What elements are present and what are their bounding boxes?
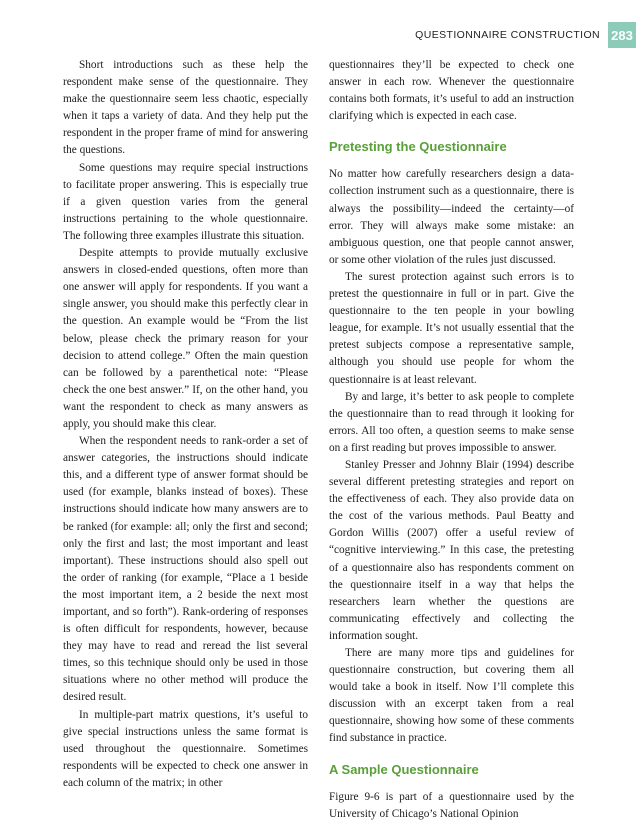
body-paragraph: Figure 9-6 is part of a questionnaire used by the University of Chicago’s National Opinion xyxy=(329,790,574,820)
body-paragraph: There are many more tips and guidelines for questionnaire construction, but covering them all would take a book in itself. Now I’ll complete this discussion with an excerpt taken from a real questionnaire, showing how some of these comments find substance in practice. xyxy=(329,647,574,745)
section-heading-pretesting: Pretesting the Questionnaire xyxy=(329,139,507,155)
continued-paragraph: questionnaires they’ll be expected to check one answer in each row. Whenever the questionnaire contains both formats, it’s useful to add an instruction clarifying which is expected in each case. xyxy=(329,59,574,123)
running-head: QUESTIONNAIRE CONSTRUCTION xyxy=(415,29,600,41)
page-number: 283 xyxy=(608,22,636,48)
section-heading-sample-questionnaire: A Sample Questionnaire xyxy=(329,761,479,777)
body-paragraph: Some questions may require special instructions to facilitate proper answering. This is especially true if a given question varies from the general instructions pertaining to the whole questionnaire. The following three examples illustrate this situation. xyxy=(63,161,308,242)
body-paragraph: Short introductions such as these help the respondent make sense of the questionnaire. They make the questionnaire seem less chaotic, especially when it taps a variety of data. And they help put the respondent in the proper frame of mind for answering the questions. xyxy=(63,59,308,157)
body-paragraph: No matter how carefully researchers design a data-collection instrument such as a questionnaire, there is always the possibility—indeed the certainty—of error. They will always make some mistake: an ambiguous question, one that people cannot answer, or some other violation of the rules just discussed. xyxy=(329,168,574,266)
body-paragraph: The surest protection against such errors is to pretest the questionnaire in full or in part. Give the questionnaire to the ten people in your bowling league, for example. It’s not usually essential that the pretest subjects compose a representative sample, although you should use people for whom the questionnaire is at least relevant. xyxy=(329,270,574,386)
right-column xyxy=(329,57,574,823)
body-paragraph: By and large, it’s better to ask people to complete the questionnaire than to read through it looking for errors. All too often, a question seems to make sense on a first reading but proves impossible to answer. xyxy=(329,390,574,454)
body-paragraph: In multiple-part matrix questions, it’s useful to give special instructions unless the same format is used throughout the questionnaire. Sometimes respondents will be expected to check one answer in each column of the matrix; in other xyxy=(63,708,308,789)
left-column xyxy=(63,57,308,792)
body-paragraph: Despite attempts to provide mutually exclusive answers in closed-ended questions, often more than one answer will apply for respondents. If you want a single answer, you should make this perfectly clear in the question. An example would be “From the list below, please check the primary reason for your decision to attend college.” Often the main question can be followed by a parenthetical note: “Please check the one best answer.” If, on the other hand, you want the respondent to check as many answers as apply, you should make this clear. xyxy=(63,247,308,430)
body-paragraph: When the respondent needs to rank-order a set of answer categories, the instructions should indicate this, and a different type of answer format should be used (for example, blanks instead of boxes). These instructions should indicate how many answers are to be ranked (for example: all; only the first and second; only the first and last; the most important and least important). These instructions should also spell out the order of ranking (for example, “Place a 1 beside the most important item, a 2 beside the next most important, and so forth”). Rank-ordering of responses is often difficult for respondents, however, because they may have to read and reread the list several times, so this technique should only be used in those situations where no other method will produce the desired result. xyxy=(63,435,308,704)
page-header xyxy=(415,22,636,48)
body-paragraph: Stanley Presser and Johnny Blair (1994) describe several different pretesting strategies and report on the effectiveness of each. They also provide data on the cost of the various methods. Paul Beatty and Gordon Willis (2007) offer a useful review of “cognitive interviewing.” In this case, the pretesting of a questionnaire also has respondents comment on the questionnaire itself in a way that helps the researchers learn whether the questions are communicating effectively and collecting the information sought. xyxy=(329,458,574,642)
